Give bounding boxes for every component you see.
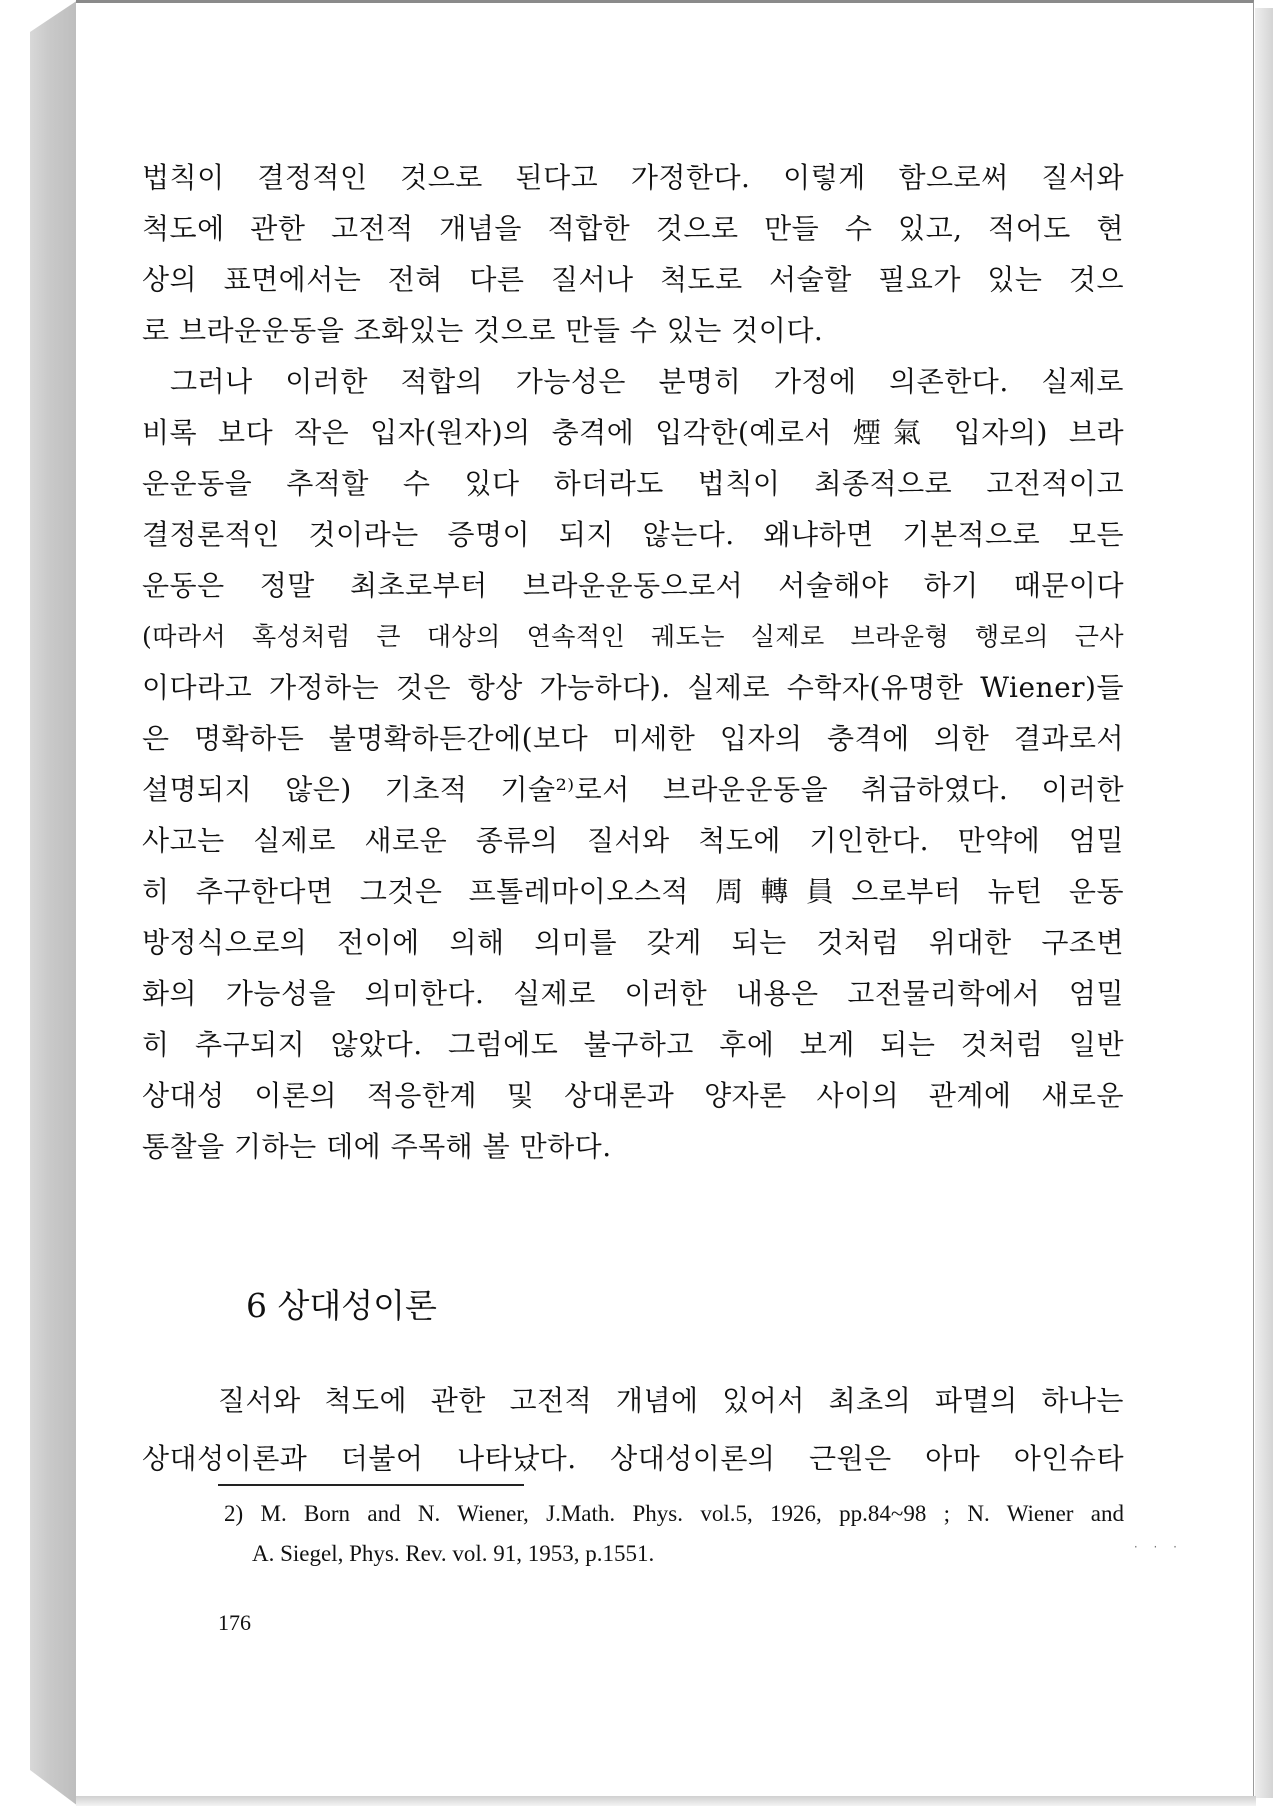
footnote-divider	[218, 1484, 524, 1486]
body-text	[142, 152, 1124, 1172]
body-line: 설명되지 않은) 기초적 기술²⁾로서 브라운운동을 취급하였다. 이러한	[142, 773, 1124, 806]
body-line: 이다라고 가정하는 것은 항상 가능하다). 실제로 수학자(유명한 Wiener)들	[142, 671, 1124, 704]
body-line: 상의 표면에서는 전혀 다른 질서나 척도로 서술할 필요가 있는 것으	[142, 263, 1124, 296]
section-line: 질서와 척도에 관한 고전적 개념에 있어서 최초의 파멸의 하나는	[218, 1384, 1124, 1417]
body-line: 결정론적인 것이라는 증명이 되지 않는다. 왜냐하면 기본적으로 모든	[142, 518, 1124, 551]
page-right-shadow	[1255, 8, 1273, 1798]
body-line: 척도에 관한 고전적 개념을 적합한 것으로 만들 수 있고, 적어도 현	[142, 212, 1124, 245]
body-line: 방정식으로의 전이에 의해 의미를 갖게 되는 것처럼 위대한 구조변	[142, 926, 1124, 959]
body-line: 히 추구되지 않았다. 그럼에도 불구하고 후에 보게 되는 것처럼 일반	[142, 1028, 1124, 1061]
footnote-line: 2) M. Born and N. Wiener, J.Math. Phys. vol.5, 1926, pp.84~98 ; N. Wiener and	[224, 1501, 1124, 1526]
body-line: 운동은 정말 최초로부터 브라운운동으로서 서술해야 하기 때문이다	[142, 569, 1124, 602]
section-body-text	[142, 1372, 1124, 1488]
body-line: 상대성 이론의 적응한계 및 상대론과 양자론 사이의 관계에 새로운	[142, 1079, 1124, 1112]
footnote	[224, 1494, 1124, 1574]
body-line: 은 명확하든 불명확하든간에(보다 미세한 입자의 충격에 의한 결과로서	[142, 722, 1124, 755]
page-number: 176	[218, 1610, 251, 1635]
body-line: 사고는 실제로 새로운 종류의 질서와 척도에 기인한다. 만약에 엄밀	[142, 824, 1124, 857]
body-line: 히 추구한다면 그것은 프톨레마이오스적 周轉員으로부터 뉴턴 운동	[142, 875, 1124, 908]
body-line-parenthetical: (따라서 혹성처럼 큰 대상의 연속적인 궤도는 실제로 브라운형 행로의 근사	[142, 622, 1124, 651]
body-line: 법칙이 결정적인 것으로 된다고 가정한다. 이렇게 함으로써 질서와	[142, 161, 1124, 194]
body-line: 비록 보다 작은 입자(원자)의 충격에 입각한(예로서 煙氣 입자의) 브라	[142, 416, 1124, 449]
footnote-line: A. Siegel, Phys. Rev. vol. 91, 1953, p.1551.	[252, 1541, 655, 1566]
page-bottom-shadow	[76, 1796, 1256, 1806]
body-line: 화의 가능성을 의미한다. 실제로 이러한 내용은 고전물리학에서 엄밀	[142, 977, 1124, 1010]
body-line: 로 브라운운동을 조화있는 것으로 만들 수 있는 것이다.	[142, 314, 824, 347]
body-line: 통찰을 기하는 데에 주목해 볼 만하다.	[142, 1130, 612, 1163]
scan-specks: · · ·	[1133, 1540, 1183, 1554]
body-line: 운운동을 추적할 수 있다 하더라도 법칙이 최종적으로 고전적이고	[142, 467, 1124, 500]
section-line: 상대성이론과 더불어 나타났다. 상대성이론의 근원은 아마 아인슈타	[142, 1442, 1124, 1475]
section-heading: 6 상대성이론	[246, 1286, 437, 1325]
book-page-edges	[30, 0, 78, 1806]
body-line: 그러나 이러한 적합의 가능성은 분명히 가정에 의존한다. 실제로	[170, 365, 1124, 398]
